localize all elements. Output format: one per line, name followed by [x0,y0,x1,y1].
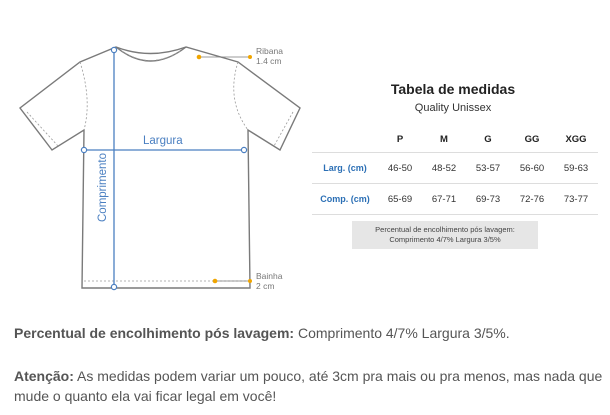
size-header: GG [524,133,540,145]
shrinkage-heading: Percentual de encolhimento pós lavagem: [14,325,295,341]
largura-left-dot [81,147,86,152]
table-row [312,153,598,184]
ribana-end-dot [248,55,252,59]
table-cell: 73-77 [554,184,598,215]
table-cell: 56-60 [510,153,554,184]
size-table-title: Tabela de medidas [390,81,516,97]
size-header: P [396,133,404,145]
size-header: XGG [565,133,587,145]
bainha-end-dot [248,279,252,283]
tshirt-outline [20,47,300,288]
table-cell: 69-73 [466,184,510,215]
ribana-value: 1.4 cm [256,56,282,66]
table-cell: 59-63 [554,153,598,184]
size-table-subtitle: Quality Unissex [414,102,492,114]
shrinkage-paragraph [14,325,510,341]
shrinkage-text: Comprimento 4/7% Largura 3/5%. [294,325,510,341]
row-label: Larg. (cm) [312,153,378,184]
size-header-row [312,126,598,153]
left-cuff-line [27,112,58,146]
header-corner [312,126,378,153]
table-cell: 65-69 [378,184,422,215]
comprimento-top-dot [111,47,116,52]
table-cell: 46-50 [378,153,422,184]
attention-text: As medidas podem variar um pouco, até 3cm pra mais ou pra menos, mas nada que mude o quanto ela vai ficar legal em você! [14,368,603,404]
largura-label: Largura [143,135,183,147]
size-header: G [484,133,492,145]
left-sleeve-seam [80,62,87,130]
size-header: M [440,133,448,145]
table-row [312,184,598,215]
ribana-label: Ribana [256,46,283,56]
bainha-value: 2 cm [256,281,275,291]
row-label: Comp. (cm) [312,184,378,215]
right-sleeve-seam [234,62,248,130]
shrinkage-note-line1: Percentual de encolhimento pós lavagem: [375,225,515,234]
table-cell: 53-57 [466,153,510,184]
comprimento-label: Comprimento [97,152,109,222]
attention-paragraph [14,366,604,406]
bainha-dot [213,279,218,284]
bainha-label: Bainha [256,271,283,281]
shrinkage-note-box [352,221,538,249]
comprimento-bottom-dot [111,284,116,289]
table-cell: 72-76 [510,184,554,215]
shrinkage-note-line2: Comprimento 4/7% Largura 3/5% [389,235,501,244]
ribana-dot [197,55,202,60]
table-cell: 67-71 [422,184,466,215]
largura-right-dot [241,147,246,152]
table-cell: 48-52 [422,153,466,184]
size-table [312,126,598,215]
attention-heading: Atenção: [14,368,74,384]
